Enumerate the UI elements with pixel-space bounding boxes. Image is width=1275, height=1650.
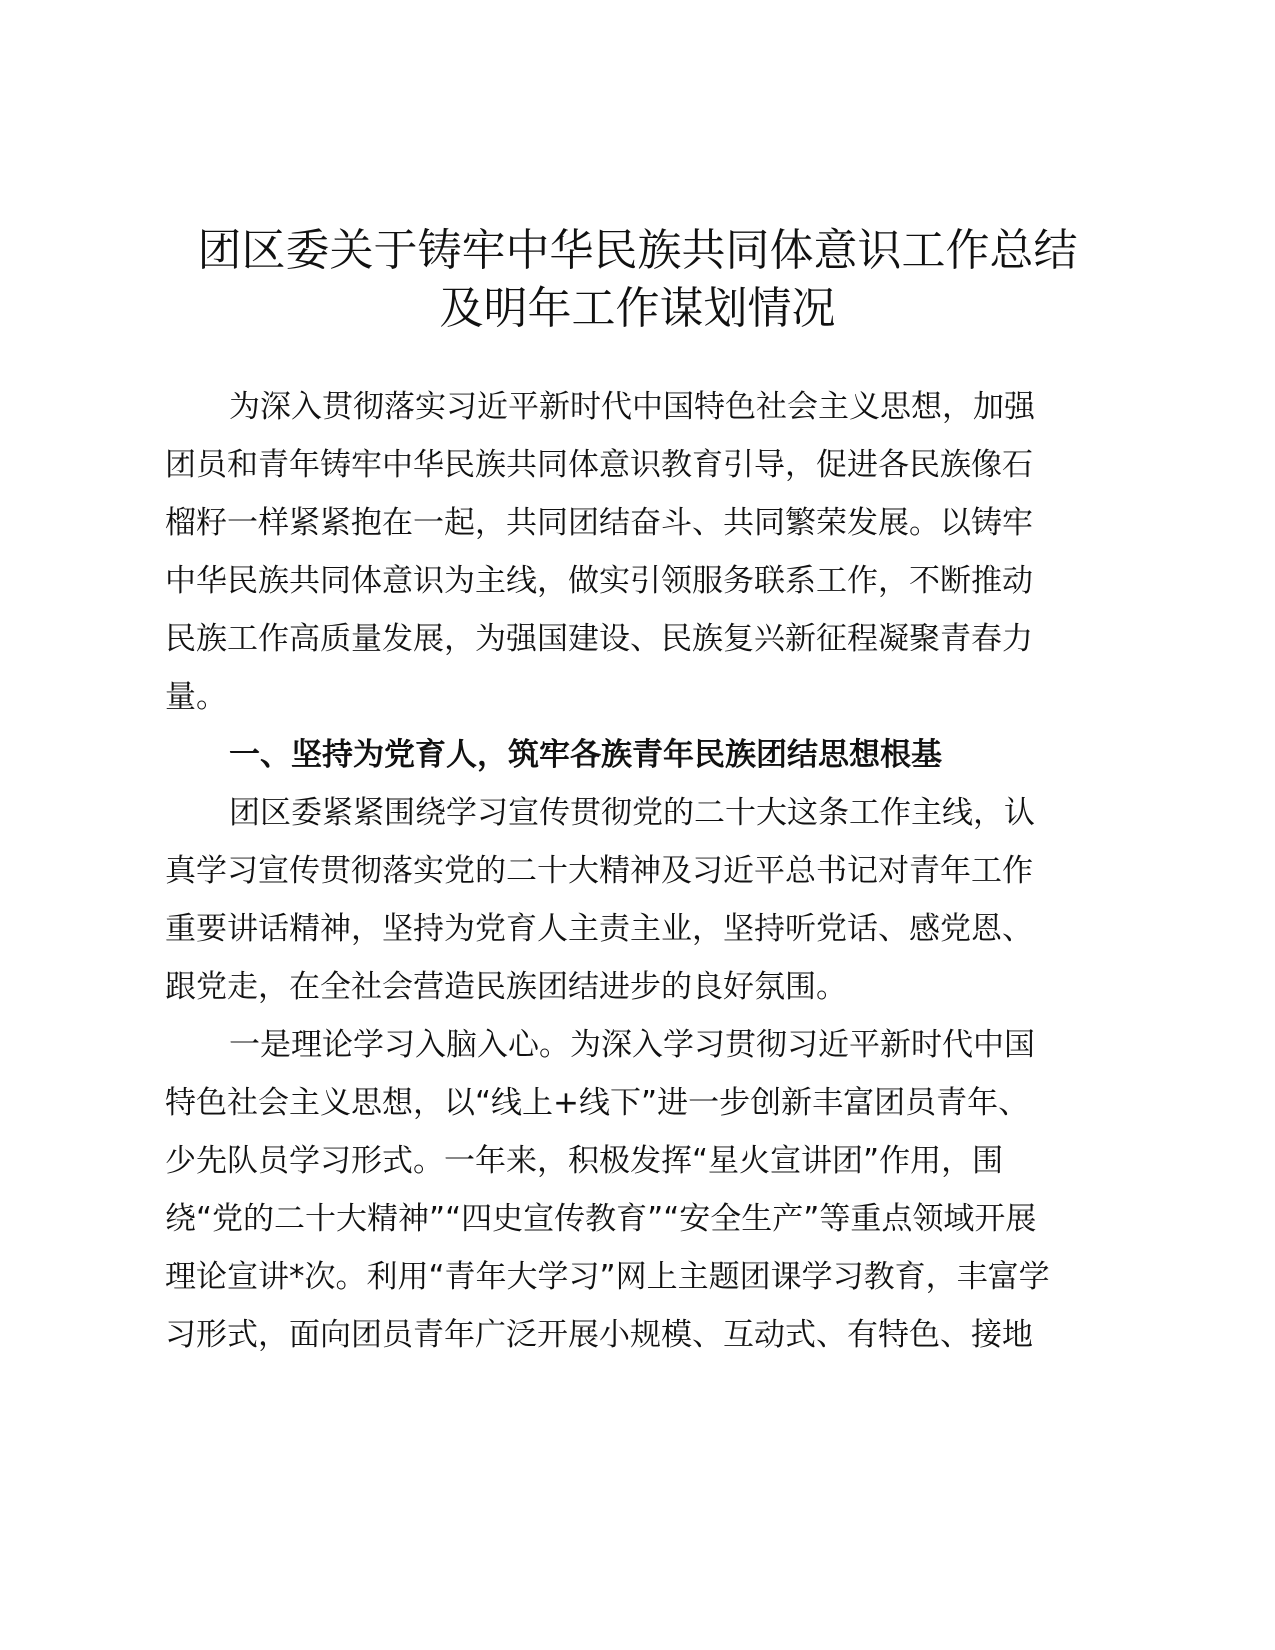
section-paragraph-line: 团区委紧紧围绕学习宣传贯彻党的二十大这条工作主线，认 xyxy=(229,795,1035,831)
intro-paragraph-line: 为深入贯彻落实习近平新时代中国特色社会主义思想，加强 xyxy=(229,389,1035,425)
section-heading: 一、坚持为党育人，筑牢各族青年民族团结思想根基 xyxy=(229,737,942,773)
theory-paragraph-line: 绕“党的二十大精神”“四史宣传教育”“安全生产”等重点领域开展 xyxy=(165,1201,1037,1237)
intro-paragraph-line: 榴籽一样紧紧抱在一起，共同团结奋斗、共同繁荣发展。以铸牢 xyxy=(165,505,1033,541)
intro-paragraph-line: 量。 xyxy=(165,679,227,715)
title-line-1: 团区委关于铸牢中华民族共同体意识工作总结 xyxy=(197,225,1078,276)
section-paragraph-line: 真学习宣传贯彻落实党的二十大精神及习近平总书记对青年工作 xyxy=(165,853,1033,889)
theory-paragraph-line: 特色社会主义思想，以“线上+线下”进一步创新丰富团员青年、 xyxy=(165,1085,1030,1121)
section-paragraph-line: 重要讲话精神，坚持为党育人主责主业，坚持听党话、感党恩、 xyxy=(165,911,1033,947)
title-line-2: 及明年工作谋划情况 xyxy=(439,283,836,334)
document-body xyxy=(165,378,1110,1364)
document-title xyxy=(150,222,1125,338)
theory-paragraph-line: 习形式，面向团员青年广泛开展小规模、互动式、有特色、接地 xyxy=(165,1317,1033,1353)
intro-paragraph-line: 中华民族共同体意识为主线，做实引领服务联系工作，不断推动 xyxy=(165,563,1033,599)
theory-paragraph-line: 一是理论学习入脑入心。为深入学习贯彻习近平新时代中国 xyxy=(229,1027,1035,1063)
intro-paragraph-line: 民族工作高质量发展，为强国建设、民族复兴新征程凝聚青春力 xyxy=(165,621,1033,657)
intro-paragraph-line: 团员和青年铸牢中华民族共同体意识教育引导，促进各民族像石 xyxy=(165,447,1033,483)
theory-paragraph-line: 少先队员学习形式。一年来，积极发挥“星火宣讲团”作用，围 xyxy=(165,1143,1004,1179)
theory-paragraph-line: 理论宣讲*次。利用“青年大学习”网上主题团课学习教育，丰富学 xyxy=(165,1259,1050,1295)
section-paragraph-line: 跟党走，在全社会营造民族团结进步的良好氛围。 xyxy=(165,969,847,1005)
